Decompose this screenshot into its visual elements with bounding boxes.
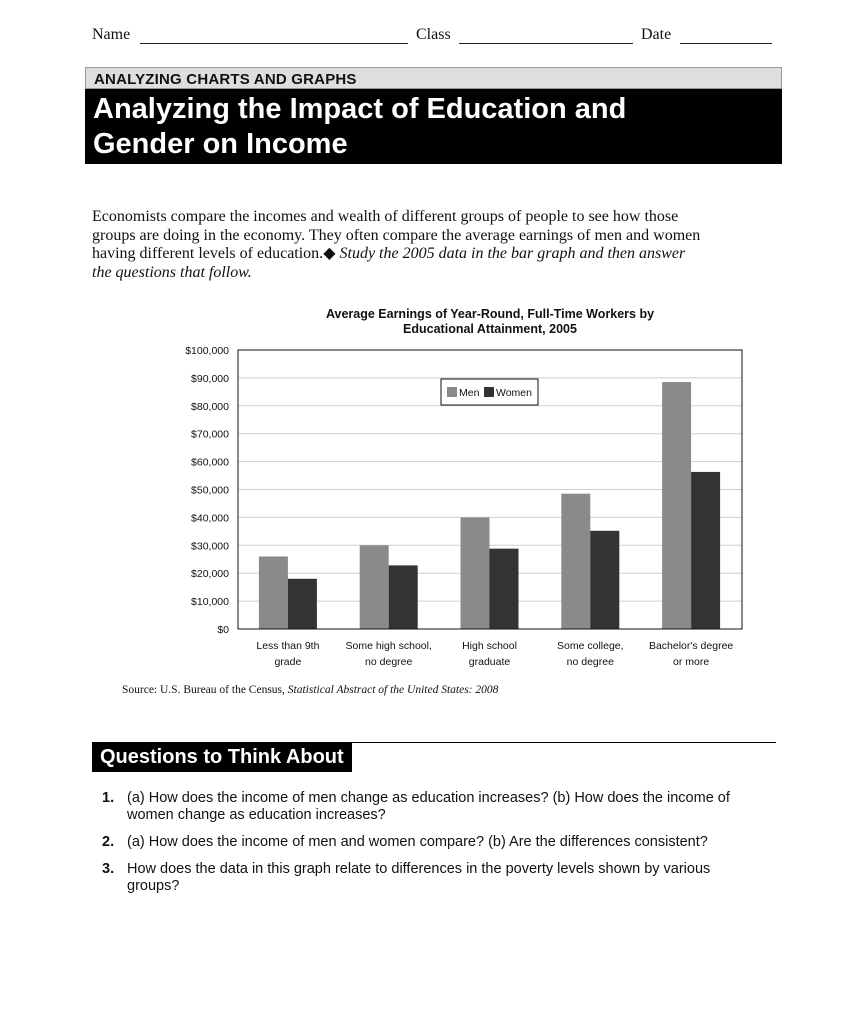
x-tick-label: no degree xyxy=(365,656,413,668)
bar-men xyxy=(561,494,590,629)
y-tick-label: $50,000 xyxy=(191,484,229,497)
x-tick-label: grade xyxy=(274,656,302,668)
bar-women xyxy=(288,579,317,629)
date-label: Date xyxy=(641,26,672,43)
y-tick-label: $40,000 xyxy=(191,512,229,525)
chart-legend xyxy=(441,379,538,405)
y-tick-label: $60,000 xyxy=(191,456,229,469)
x-tick-label: Less than 9th xyxy=(256,640,320,652)
page-title-line-2: Gender on Income xyxy=(93,128,348,160)
chart-title-line-2: Educational Attainment, 2005 xyxy=(403,322,577,336)
bar-men xyxy=(662,382,691,629)
questions-list xyxy=(102,790,732,905)
bar-women xyxy=(389,565,418,629)
bar-men xyxy=(461,517,490,629)
x-tick-label: High school xyxy=(462,640,517,652)
class-label: Class xyxy=(416,26,451,43)
legend-swatch-women xyxy=(484,387,494,397)
bar-women xyxy=(590,531,619,629)
source-prefix: Source: U.S. Bureau of the Census, xyxy=(122,684,285,696)
question-number: 1. xyxy=(102,790,115,806)
y-tick-label: $90,000 xyxy=(191,372,229,385)
question-text: (a) How does the income of men and women compare? (b) Are the differences consistent? xyxy=(127,834,708,850)
y-tick-label: $30,000 xyxy=(191,540,229,553)
bar-men xyxy=(360,545,389,629)
x-tick-label: Some college, xyxy=(557,640,624,652)
x-tick-label: Some high school, xyxy=(345,640,432,652)
questions-heading: Questions to Think About xyxy=(92,742,352,772)
x-tick-label: or more xyxy=(673,656,710,668)
bar-women xyxy=(490,549,519,629)
source-title: Statistical Abstract of the United States: 2008 xyxy=(287,684,499,696)
chart-source xyxy=(122,684,498,696)
y-tick-label: $70,000 xyxy=(191,428,229,441)
page-title-line-1: Analyzing the Impact of Education and xyxy=(93,93,627,125)
question-text: How does the data in this graph relate to differences in the poverty levels shown by various groups? xyxy=(127,861,711,894)
legend-swatch-men xyxy=(447,387,457,397)
x-tick-label: no degree xyxy=(566,656,614,668)
question-item xyxy=(102,834,732,851)
y-tick-label: $0 xyxy=(217,624,229,636)
diamond-icon: ◆ xyxy=(323,245,336,262)
legend-label-men: Men xyxy=(459,387,480,399)
question-number: 3. xyxy=(102,861,115,877)
chart-title-line-1: Average Earnings of Year-Round, Full-Time Workers by xyxy=(325,307,655,321)
y-tick-label: $100,000 xyxy=(185,345,229,357)
bar-men xyxy=(259,556,288,629)
question-number: 2. xyxy=(102,834,115,850)
legend-label-women: Women xyxy=(496,387,532,399)
intro-instruction: Study the 2005 data in the bar graph and then answer the questions that follow. xyxy=(92,245,686,281)
y-tick-label: $20,000 xyxy=(191,568,229,581)
name-label: Name xyxy=(92,26,131,43)
question-item xyxy=(102,861,732,895)
bar-women xyxy=(691,472,720,629)
section-category: ANALYZING CHARTS AND GRAPHS xyxy=(85,67,782,89)
intro-text: Economists compare the incomes and wealth of different groups of people to see how those groups are doing in the economy. They often compare the average earnings of men and women having different levels of education. xyxy=(92,208,701,262)
x-tick-label: graduate xyxy=(468,656,511,668)
y-tick-label: $80,000 xyxy=(191,400,229,413)
x-tick-label: Bachelor's degree xyxy=(648,640,734,652)
question-item xyxy=(102,790,732,824)
y-tick-label: $10,000 xyxy=(191,596,229,609)
question-text: (a) How does the income of men change as education increases? (b) How does the income of women change as education increases? xyxy=(127,790,730,823)
